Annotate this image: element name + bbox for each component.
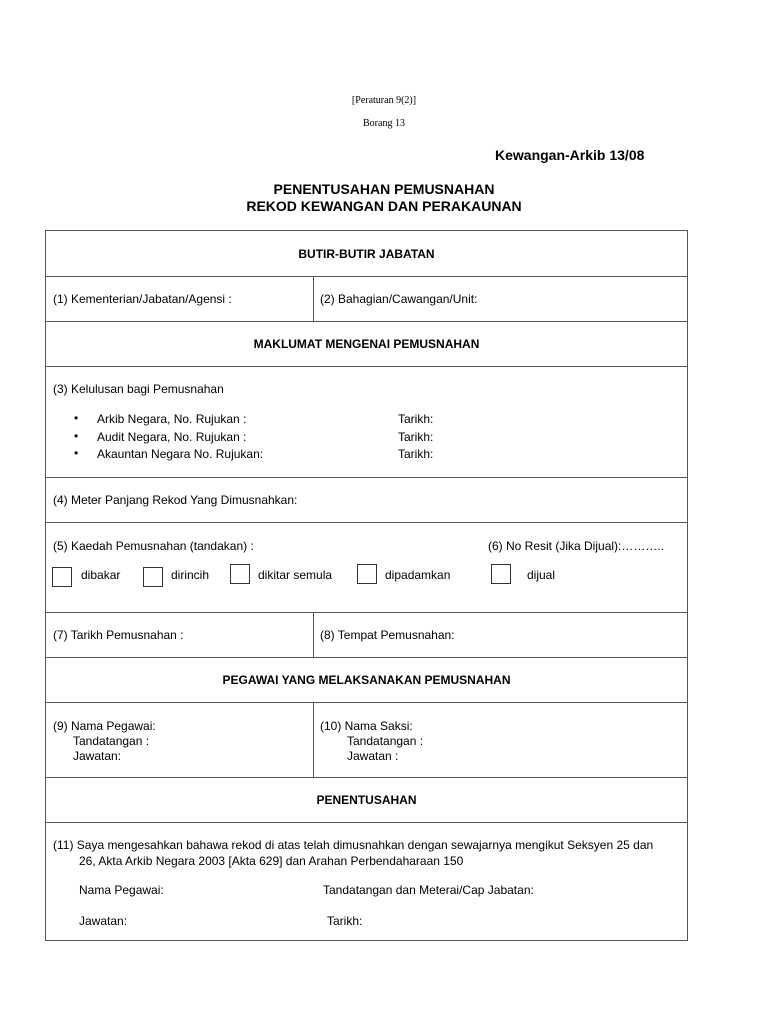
field-officer-signature[interactable]: Tandatangan :: [73, 734, 150, 748]
section-header-maklumat: MAKLUMAT MENGENAI PEMUSNAHAN: [253, 337, 480, 351]
section-header-butir: BUTIR-BUTIR JABATAN: [298, 247, 435, 261]
field-audit-ref[interactable]: Audit Negara, No. Rujukan :: [97, 430, 247, 444]
certification-statement-line1: (11) Saya mengesahkan bahawa rekod di atas telah dimusnahkan dengan sewajarnya mengikut Seksyen 25 dan: [53, 838, 654, 852]
checkbox-dijual[interactable]: [491, 564, 511, 584]
form-title-line1: PENENTUSAHAN PEMUSNAHAN: [273, 181, 495, 197]
checkbox-dipadamkan[interactable]: [357, 564, 377, 584]
field-cert-signature-seal[interactable]: Tandatangan dan Meterai/Cap Jabatan:: [323, 883, 534, 897]
field-destruction-date[interactable]: (7) Tarikh Pemusnahan :: [53, 628, 184, 642]
bullet-icon: •: [74, 429, 79, 443]
field-akauntan-date[interactable]: Tarikh:: [398, 447, 434, 461]
field-witness-signature[interactable]: Tandatangan :: [347, 734, 424, 748]
field-cert-officer-name[interactable]: Nama Pegawai:: [79, 883, 164, 897]
field-approval-heading: (3) Kelulusan bagi Pemusnahan: [53, 382, 224, 396]
checkbox-dibakar[interactable]: [52, 567, 72, 587]
field-akauntan-ref[interactable]: Akauntan Negara No. Rujukan:: [97, 447, 264, 461]
bullet-icon: •: [74, 446, 79, 460]
checkbox-label-dibakar: dibakar: [81, 568, 121, 582]
field-ministry[interactable]: (1) Kementerian/Jabatan/Agensi :: [53, 292, 232, 306]
section-header-penentusahan: PENENTUSAHAN: [316, 793, 417, 807]
section-header-pegawai: PEGAWAI YANG MELAKSANAKAN PEMUSNAHAN: [222, 673, 511, 687]
field-cert-date[interactable]: Tarikh:: [327, 914, 363, 928]
certification-statement-line2: 26, Akta Arkib Negara 2003 [Akta 629] dan Arahan Perbendaharaan 150: [79, 854, 464, 868]
field-arkib-ref[interactable]: Arkib Negara, No. Rujukan :: [97, 412, 247, 426]
form-table: [45, 230, 688, 941]
field-officer-position[interactable]: Jawatan:: [73, 749, 122, 763]
field-arkib-date[interactable]: Tarikh:: [398, 412, 434, 426]
field-witness-position[interactable]: Jawatan :: [347, 749, 399, 763]
field-witness-name[interactable]: (10) Nama Saksi:: [320, 719, 413, 733]
regulation-note: [Peraturan 9(2)]: [351, 95, 417, 106]
checkbox-label-dipadamkan: dipadamkan: [385, 568, 451, 582]
field-record-length[interactable]: (4) Meter Panjang Rekod Yang Dimusnahkan:: [53, 493, 298, 507]
checkbox-dirincih[interactable]: [143, 567, 163, 587]
field-division[interactable]: (2) Bahagian/Cawangan/Unit:: [320, 292, 478, 306]
form-reference: Kewangan-Arkib 13/08: [495, 147, 645, 163]
field-cert-position[interactable]: Jawatan:: [79, 914, 128, 928]
checkbox-label-dirincih: dirincih: [171, 568, 210, 582]
field-method-heading: (5) Kaedah Pemusnahan (tandakan) :: [53, 539, 254, 553]
checkbox-label-dikitar-semula: dikitar semula: [258, 568, 333, 582]
form-number: Borang 13: [363, 118, 405, 129]
checkbox-dikitar-semula[interactable]: [230, 564, 250, 584]
field-receipt-no[interactable]: (6) No Resit (Jika Dijual):………..: [488, 539, 665, 553]
field-destruction-place[interactable]: (8) Tempat Pemusnahan:: [320, 628, 455, 642]
checkbox-label-dijual: dijual: [527, 568, 556, 582]
bullet-icon: •: [74, 411, 79, 425]
field-audit-date[interactable]: Tarikh:: [398, 430, 434, 444]
form-title-line2: REKOD KEWANGAN DAN PERAKAUNAN: [246, 198, 522, 214]
field-officer-name[interactable]: (9) Nama Pegawai:: [53, 719, 156, 733]
